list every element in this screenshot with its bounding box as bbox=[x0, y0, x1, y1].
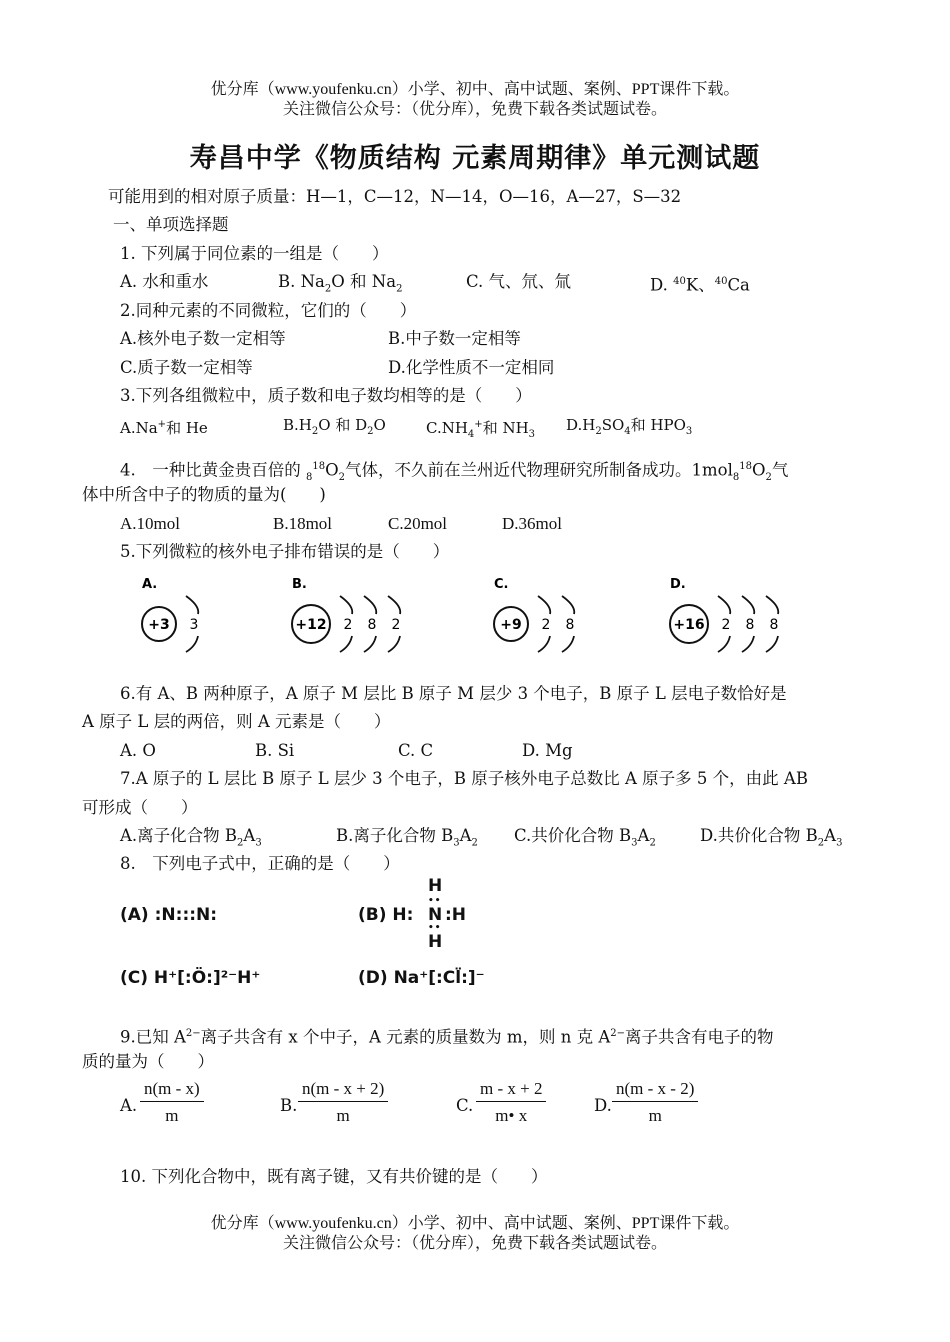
q6-option-b: B. Si bbox=[255, 741, 295, 760]
q3-option-c: $C.NH_4^+$和 $NH_3$ bbox=[426, 419, 536, 440]
q5-shell-count: 8 bbox=[745, 617, 755, 633]
q5-shell-count: 2 bbox=[541, 617, 551, 633]
q7-line2: 可形成（ ） bbox=[82, 798, 198, 817]
q9-option-c-fraction bbox=[476, 1079, 546, 1126]
footer-line-1: 优分库（www.youfenku.cn）小学、初中、高中试题、案例、PPT课件下载。 bbox=[210, 1215, 740, 1232]
q8-option-a: (A) :N:::N: bbox=[120, 905, 218, 925]
atomic-masses: 可能用到的相对原子质量：H—1，C—12，N—14，O—16，A—27，S—32 bbox=[108, 187, 682, 206]
q7-line1: 7.A 原子的 L 层比 B 原子 L 层少 3 个电子，B 原子核外电子总数比 A 原子多 5 个，由此 AB bbox=[120, 769, 808, 788]
q5-shell-count: 2 bbox=[343, 617, 353, 633]
q5-diagram-label: A. bbox=[142, 577, 158, 592]
q5-diagram-c bbox=[494, 577, 574, 652]
q8-option-c: (C) H⁺[:Ö:]²⁻H⁺ bbox=[120, 968, 261, 988]
q8-option-b-top-h: H bbox=[428, 876, 443, 896]
q7-option-a: A.离子化合物 $B_2A_3$ bbox=[120, 826, 262, 849]
q2-option-d: D.化学性质不一定相同 bbox=[388, 358, 555, 377]
page-title: 寿昌中学《物质结构 元素周期律》单元测试题 bbox=[189, 143, 761, 174]
q9-b-denominator: m bbox=[336, 1106, 350, 1125]
q4-option-a: A.10mol bbox=[120, 514, 180, 533]
q8-option-b-bottom-dots: •• bbox=[428, 923, 442, 933]
q3-option-b: $B.H_2O$ 和 $D_2O$ bbox=[283, 416, 386, 437]
q9-c-denominator: m• x bbox=[495, 1106, 528, 1125]
q4-stem-line1: 4. 一种比黄金贵百倍的 $_8^{18}O_2$气体，不久前在兰州近代物理研究所制备成功。$1mol_8^{18}O_2$气 bbox=[120, 460, 789, 483]
q5-nucleus-charge: +12 bbox=[295, 617, 327, 633]
q7-option-d: D.共价化合物 $B_2A_3$ bbox=[700, 826, 843, 849]
q5-diagram-label: D. bbox=[670, 577, 686, 592]
q9-option-d-label: D. bbox=[594, 1096, 612, 1115]
q9-d-denominator: m bbox=[648, 1106, 662, 1125]
q5-diagram-label: B. bbox=[292, 577, 307, 592]
q9-line1: 9.已知 $A^{2-}$离子共含有 x 个中子，A 元素的质量数为 m，则 n 克 $A^{2-}$离子共含有电子的物 bbox=[120, 1027, 774, 1047]
q6-option-a: A. O bbox=[120, 741, 156, 760]
q9-option-b-fraction bbox=[298, 1079, 388, 1126]
section-heading: 一、单项选择题 bbox=[113, 215, 229, 234]
q2-option-a: A.核外电子数一定相等 bbox=[120, 329, 286, 348]
q1-option-b: B. $Na_2O$ 和 $Na_2$ bbox=[278, 272, 403, 295]
q9-option-c-label: C. bbox=[456, 1096, 474, 1115]
q6-line2: A 原子 L 层的两倍，则 A 元素是（ ） bbox=[82, 712, 391, 731]
q9-option-a-fraction bbox=[140, 1079, 204, 1126]
q5-nucleus-charge: +3 bbox=[148, 617, 170, 633]
q5-shell-count: 2 bbox=[721, 617, 731, 633]
q1-option-a: A. 水和重水 bbox=[120, 272, 209, 291]
q9-option-d-fraction bbox=[612, 1079, 698, 1126]
q5-diagram-label: C. bbox=[494, 577, 509, 592]
q8-option-b-top-dots: •• bbox=[428, 896, 442, 906]
q5-nucleus-charge: +9 bbox=[500, 617, 522, 633]
q9-a-denominator: m bbox=[165, 1106, 179, 1125]
q8-option-b-right: :H bbox=[445, 905, 467, 925]
q5-shell-count: 8 bbox=[769, 617, 779, 633]
q3-stem: 3.下列各组微粒中，质子数和电子数均相等的是（ ） bbox=[120, 386, 532, 405]
q9-a-numerator: n(m - x) bbox=[140, 1079, 204, 1102]
q2-option-b: B.中子数一定相等 bbox=[388, 329, 521, 348]
q9-line2: 质的量为（ ） bbox=[82, 1052, 214, 1071]
q5-electron-diagrams bbox=[0, 570, 950, 670]
q5-shell-count: 8 bbox=[367, 617, 377, 633]
q9-b-numerator: n(m - x + 2) bbox=[298, 1079, 388, 1102]
q5-shell-count: 8 bbox=[565, 617, 575, 633]
q3-option-d: $D.H_2SO_4$和 $HPO_3$ bbox=[566, 416, 693, 437]
q9-option-b-label: B. bbox=[280, 1096, 298, 1115]
q5-nucleus-charge: +16 bbox=[673, 617, 705, 633]
q10-stem: 10. 下列化合物中，既有离子键，又有共价键的是（ ） bbox=[120, 1167, 548, 1186]
q8-option-b-center-n: N bbox=[428, 905, 443, 925]
q4-stem-line2: 体中所含中子的物质的量为( ) bbox=[82, 485, 326, 504]
q3-option-a: A.Na+和 He bbox=[120, 419, 208, 437]
q5-diagram-b bbox=[292, 577, 400, 652]
q8-option-b-label: (B) H: bbox=[358, 905, 414, 925]
q5-shell-count: 2 bbox=[391, 617, 401, 633]
q4-option-c: C.20mol bbox=[388, 514, 448, 533]
q7-option-c: C.共价化合物 $B_3A_2$ bbox=[514, 826, 656, 849]
q2-stem: 2.同种元素的不同微粒，它们的（ ） bbox=[120, 301, 417, 320]
footer-line-2: 关注微信公众号：（优分库），免费下载各类试题试卷。 bbox=[282, 1235, 667, 1252]
q1-option-d: D. $^{40}$K、$^{40}$Ca bbox=[650, 275, 750, 295]
q9-option-a-label: A. bbox=[120, 1096, 138, 1115]
q6-line1: 6.有 A、B 两种原子，A 原子 M 层比 B 原子 M 层少 3 个电子，B 原子 L 层电子数恰好是 bbox=[120, 684, 787, 703]
q2-option-c: C.质子数一定相等 bbox=[120, 358, 253, 377]
q4-option-b: B.18mol bbox=[273, 514, 333, 533]
header-line-2: 关注微信公众号：（优分库），免费下载各类试题试卷。 bbox=[282, 101, 667, 118]
q1-stem: 1. 下列属于同位素的一组是（ ） bbox=[120, 244, 389, 263]
q5-diagram-a bbox=[142, 577, 198, 652]
q1-option-c: C. 气、氘、氚 bbox=[466, 272, 572, 291]
q6-option-d: D. Mg bbox=[522, 741, 573, 760]
q5-shell-count: 3 bbox=[189, 617, 199, 633]
q8-option-d: (D) Na⁺[:Cl̈:]⁻ bbox=[358, 968, 485, 988]
q5-diagram-d bbox=[670, 577, 778, 652]
q7-option-b: B.离子化合物 $B_3A_2$ bbox=[336, 826, 478, 849]
q8-option-b-bottom-h: H bbox=[428, 932, 443, 952]
q9-d-numerator: n(m - x - 2) bbox=[612, 1079, 698, 1102]
q5-stem: 5.下列微粒的核外电子排布错误的是（ ） bbox=[120, 542, 450, 561]
header-line-1: 优分库（www.youfenku.cn）小学、初中、高中试题、案例、PPT课件下载。 bbox=[210, 81, 740, 98]
q6-option-c: C. C bbox=[398, 741, 434, 760]
q8-stem: 8. 下列电子式中，正确的是（ ） bbox=[120, 854, 400, 873]
q4-option-d: D.36mol bbox=[502, 514, 562, 533]
q9-c-numerator: m - x + 2 bbox=[476, 1079, 546, 1102]
